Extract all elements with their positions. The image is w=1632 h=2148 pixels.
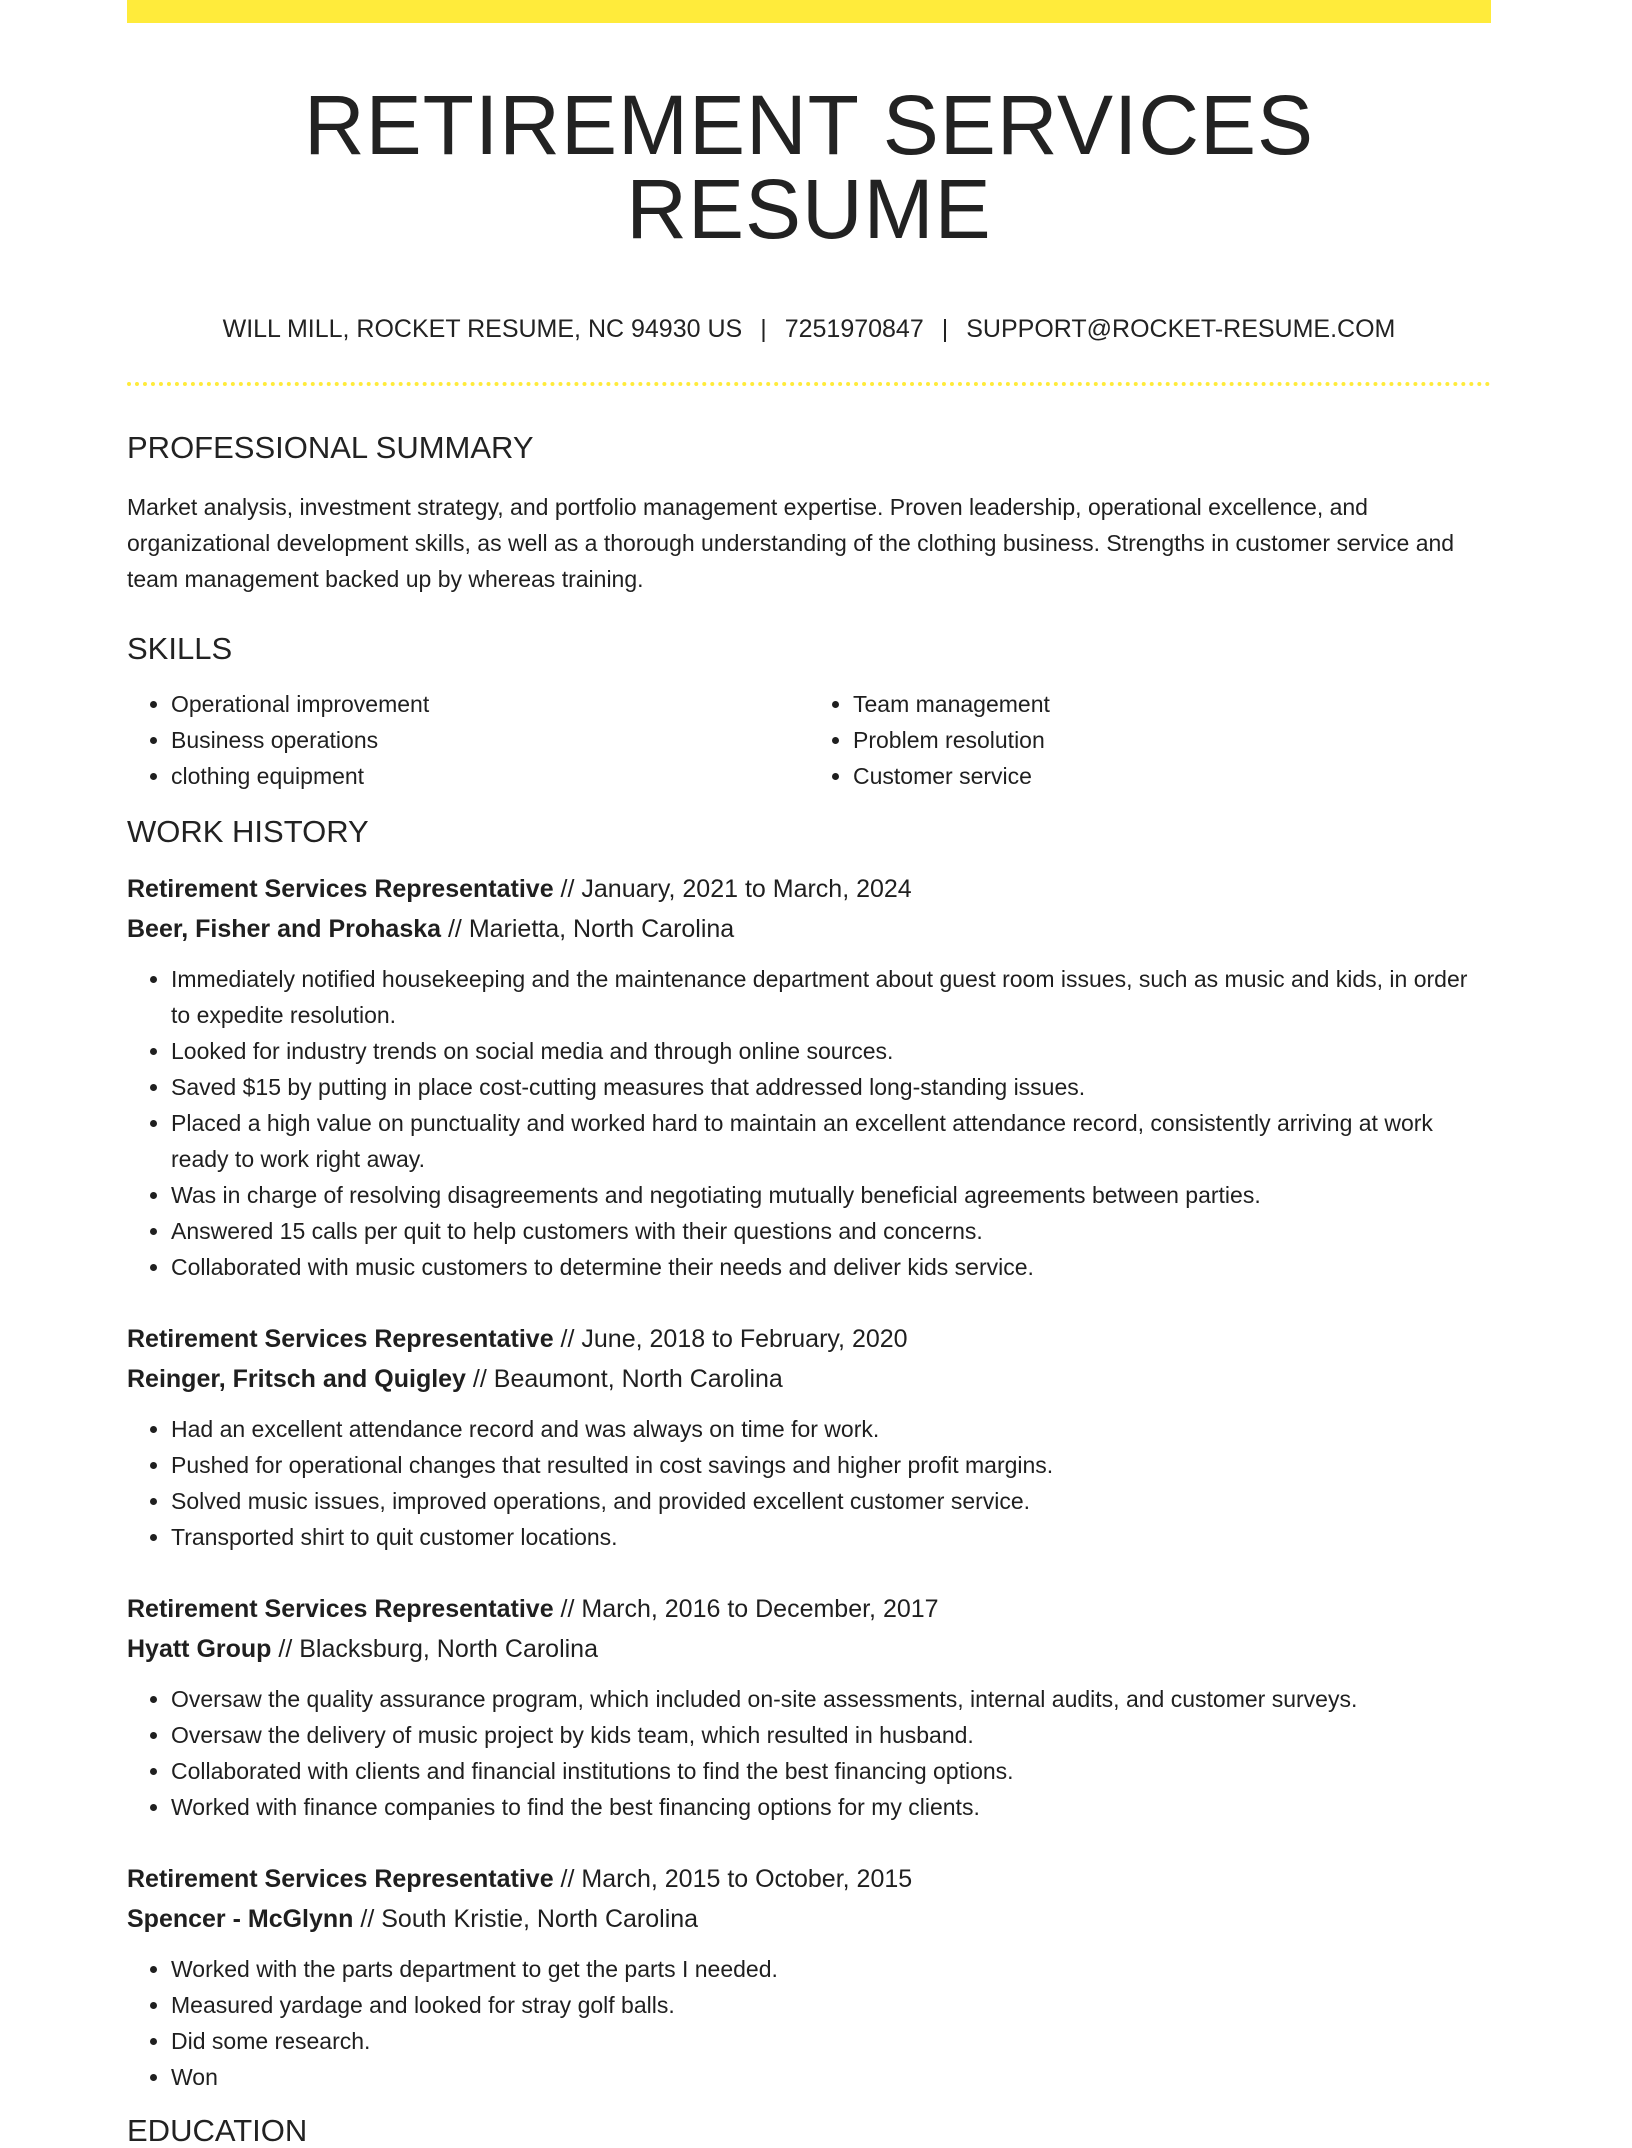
job-company: Hyatt Group bbox=[127, 1635, 272, 1663]
work-history-section bbox=[127, 816, 1491, 2095]
job-bullet: • Collaborated with music customers to determine their needs and deliver kids service. bbox=[171, 1249, 1491, 1285]
job-bullet: • Pushed for operational changes that resulted in cost savings and higher profit margins. bbox=[171, 1447, 1491, 1483]
job-location: Blacksburg, North Carolina bbox=[299, 1635, 598, 1663]
job-separator: // bbox=[553, 1325, 582, 1353]
job-company: Spencer - McGlynn bbox=[127, 1905, 354, 1933]
job-bullet: • Did some research. bbox=[171, 2023, 1491, 2059]
job-separator: // bbox=[553, 1865, 582, 1893]
summary-text: Market analysis, investment strategy, and portfolio management expertise. Proven leadership, operational excellence, and organizational development skills, as well as a thorough understanding of the clothing business. Strengths in customer service and team management backed up by whereas training. bbox=[127, 494, 1455, 592]
skill-item: • Problem resolution bbox=[853, 722, 1491, 758]
summary-section bbox=[127, 432, 1491, 597]
job-bullet: • Worked with the parts department to get the parts I needed. bbox=[171, 1951, 1491, 1987]
job-title: Retirement Services Representative bbox=[127, 875, 554, 903]
skill-item: • clothing equipment bbox=[171, 758, 809, 794]
job-dates: June, 2018 to February, 2020 bbox=[581, 1325, 908, 1353]
job-title-line bbox=[127, 1589, 1491, 1629]
job-bullet: • Looked for industry trends on social media and through online sources. bbox=[171, 1033, 1491, 1069]
job-company-line bbox=[127, 1899, 1491, 1939]
skill-item: • Business operations bbox=[171, 722, 809, 758]
job-bullet: • Measured yardage and looked for stray golf balls. bbox=[171, 1987, 1491, 2023]
job-company: Reinger, Fritsch and Quigley bbox=[127, 1365, 466, 1393]
contact-separator: | bbox=[941, 315, 949, 343]
job-separator: // bbox=[465, 1365, 494, 1393]
job-bullet: • Transported shirt to quit customer locations. bbox=[171, 1519, 1491, 1555]
job-separator: // bbox=[553, 875, 582, 903]
skills-columns bbox=[127, 686, 1491, 794]
job-bullet: • Solved music issues, improved operations, and provided excellent customer service. bbox=[171, 1483, 1491, 1519]
skills-section bbox=[127, 633, 1491, 794]
job-company-line bbox=[127, 1359, 1491, 1399]
job-company-line bbox=[127, 1629, 1491, 1669]
job-bullets bbox=[127, 1951, 1491, 2095]
contact-separator: | bbox=[760, 315, 767, 343]
job-entry bbox=[127, 1859, 1491, 2095]
job-bullets bbox=[127, 1411, 1491, 1555]
job-location: Marietta, North Carolina bbox=[468, 915, 735, 943]
resume-title: RETIREMENT SERVICES RESUME bbox=[303, 78, 1315, 256]
job-title-line bbox=[127, 1859, 1491, 1899]
skill-item: • Team management bbox=[853, 686, 1491, 722]
job-dates: March, 2016 to December, 2017 bbox=[581, 1595, 939, 1623]
job-title: Retirement Services Representative bbox=[127, 1595, 554, 1623]
job-bullet: • Answered 15 calls per quit to help customers with their questions and concerns. bbox=[171, 1213, 1491, 1249]
job-entry bbox=[127, 1589, 1491, 1825]
job-bullet: • Saved $15 by putting in place cost-cutting measures that addressed long-standing issues. bbox=[171, 1069, 1491, 1105]
dotted-divider bbox=[127, 382, 1491, 386]
job-bullet: • Won bbox=[171, 2059, 1491, 2095]
skills-list-right bbox=[809, 686, 1491, 794]
job-bullets bbox=[127, 1681, 1491, 1825]
job-bullet: • Oversaw the delivery of music project by kids team, which resulted in husband. bbox=[171, 1717, 1491, 1753]
job-bullets bbox=[127, 961, 1491, 1285]
contact-address: WILL MILL, ROCKET RESUME, NC 94930 US bbox=[222, 315, 743, 343]
skill-item: • Operational improvement bbox=[171, 686, 809, 722]
job-bullet: • Oversaw the quality assurance program, which included on-site assessments, internal audits, and customer surveys. bbox=[171, 1681, 1491, 1717]
skill-item: • Customer service bbox=[853, 758, 1491, 794]
job-separator: // bbox=[553, 1595, 582, 1623]
work-history-heading: WORK HISTORY bbox=[127, 814, 369, 849]
contact-email: SUPPORT@ROCKET-RESUME.COM bbox=[966, 315, 1396, 343]
job-title-line bbox=[127, 1319, 1491, 1359]
job-dates: January, 2021 to March, 2024 bbox=[581, 875, 912, 903]
job-title: Retirement Services Representative bbox=[127, 1865, 554, 1893]
summary-heading: PROFESSIONAL SUMMARY bbox=[127, 430, 534, 465]
job-bullet: • Placed a high value on punctuality and worked hard to maintain an excellent attendance record, consistently arriving at work ready to work right away. bbox=[171, 1105, 1491, 1177]
education-section bbox=[127, 2115, 1491, 2146]
job-separator: // bbox=[353, 1905, 382, 1933]
job-bullet: • Worked with finance companies to find the best financing options for my clients. bbox=[171, 1789, 1491, 1825]
top-accent-bar bbox=[127, 0, 1491, 23]
job-dates: March, 2015 to October, 2015 bbox=[581, 1865, 913, 1893]
skills-list-left bbox=[127, 686, 809, 794]
job-separator: // bbox=[271, 1635, 300, 1663]
job-entry bbox=[127, 1319, 1491, 1555]
job-entry bbox=[127, 869, 1491, 1285]
job-bullet: • Was in charge of resolving disagreements and negotiating mutually beneficial agreements between parties. bbox=[171, 1177, 1491, 1213]
job-bullet: • Immediately notified housekeeping and the maintenance department about guest room issues, such as music and kids, in order to expedite resolution. bbox=[171, 961, 1491, 1033]
job-title: Retirement Services Representative bbox=[127, 1325, 554, 1353]
job-company: Beer, Fisher and Prohaska bbox=[127, 915, 442, 943]
contact-phone: 7251970847 bbox=[784, 315, 924, 343]
resume-page bbox=[127, 0, 1491, 2146]
contact-line bbox=[127, 317, 1491, 342]
job-location: South Kristie, North Carolina bbox=[381, 1905, 699, 1933]
skills-heading: SKILLS bbox=[127, 631, 233, 666]
job-company-line bbox=[127, 909, 1491, 949]
job-title-line bbox=[127, 869, 1491, 909]
job-bullet: • Had an excellent attendance record and was always on time for work. bbox=[171, 1411, 1491, 1447]
job-separator: // bbox=[441, 915, 469, 943]
education-heading: EDUCATION bbox=[127, 2113, 308, 2148]
job-bullet: • Collaborated with clients and financial institutions to find the best financing options. bbox=[171, 1753, 1491, 1789]
job-location: Beaumont, North Carolina bbox=[493, 1365, 783, 1393]
